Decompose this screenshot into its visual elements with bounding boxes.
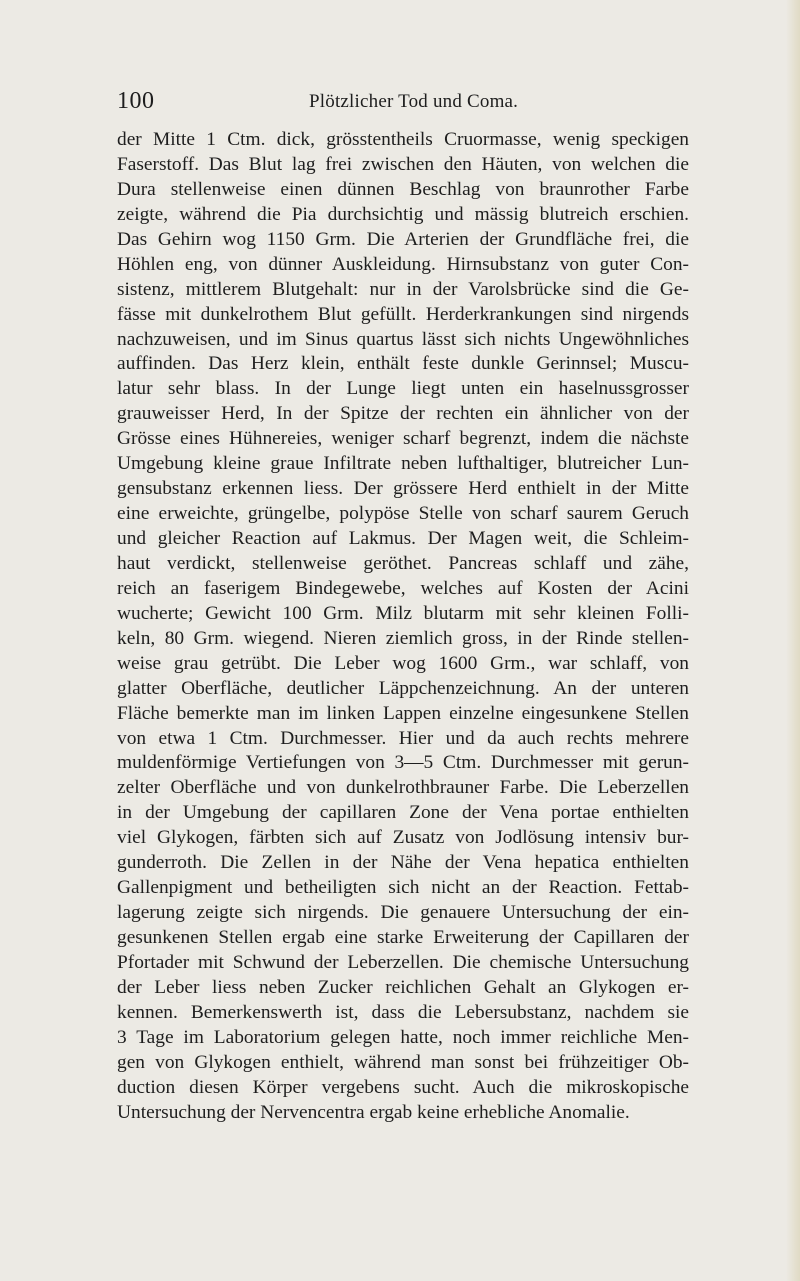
text-line: muldenförmige Vertiefungen von 3—5 Ctm. Durchmesser mit gerun- xyxy=(117,752,689,774)
page-edge-shadow xyxy=(786,0,800,1281)
text-line: Höhlen eng, von dünner Auskleidung. Hirnsubstanz von guter Con- xyxy=(117,253,689,275)
text-line: auffinden. Das Herz klein, enthält feste dunkle Gerinnsel; Muscu- xyxy=(117,353,689,375)
text-line: gen von Glykogen enthielt, während man sonst bei frühzeitiger Ob- xyxy=(117,1051,689,1073)
text-line: viel Glykogen, färbten sich auf Zusatz von Jodlösung intensiv bur- xyxy=(117,827,689,849)
text-line: Das Gehirn wog 1150 Grm. Die Arterien der Grundfläche frei, die xyxy=(117,228,689,250)
text-line: Faserstoff. Das Blut lag frei zwischen den Häuten, von welchen die xyxy=(117,153,689,175)
running-title: Plötzlicher Tod und Coma. xyxy=(309,91,519,112)
text-line: Grösse eines Hühnereies, weniger scharf begrenzt, indem die nächste xyxy=(117,428,689,450)
text-line: wucherte; Gewicht 100 Grm. Milz blutarm mit sehr kleinen Folli- xyxy=(117,602,689,624)
text-line: lagerung zeigte sich nirgends. Die genauere Untersuchung der ein- xyxy=(117,902,689,924)
text-line: fässe mit dunkelrothem Blut gefüllt. Herderkrankungen sind nirgends xyxy=(117,303,689,325)
text-line: kennen. Bemerkenswerth ist, dass die Lebersubstanz, nachdem sie xyxy=(117,1001,689,1023)
text-line: duction diesen Körper vergebens sucht. Auch die mikroskopische xyxy=(117,1076,689,1098)
text-line: Gallenpigment und betheiligten sich nicht an der Reaction. Fettab- xyxy=(117,877,689,899)
page-header xyxy=(117,86,687,116)
text-line: der Mitte 1 Ctm. dick, grösstentheils Cruormasse, wenig speckigen xyxy=(117,129,689,150)
text-line: Umgebung kleine graue Infiltrate neben lufthaltiger, blutreicher Lun- xyxy=(117,453,689,475)
text-line: in der Umgebung der capillaren Zone der Vena portae enthielten xyxy=(117,802,689,824)
text-line: eine erweichte, grüngelbe, polypöse Stelle von scharf saurem Geruch xyxy=(117,503,689,525)
text-line: 3 Tage im Laboratorium gelegen hatte, noch immer reichliche Men- xyxy=(117,1026,689,1048)
text-line: von etwa 1 Ctm. Durchmesser. Hier und da auch rechts mehrere xyxy=(117,727,689,749)
body-text xyxy=(117,128,689,1126)
text-line: Dura stellenweise einen dünnen Beschlag von braunrother Farbe xyxy=(117,178,689,200)
text-line: grauweisser Herd, In der Spitze der rechten ein ähnlicher von der xyxy=(117,403,689,425)
text-line: der Leber liess neben Zucker reichlichen Gehalt an Glykogen er- xyxy=(117,976,689,998)
text-line: und gleicher Reaction auf Lakmus. Der Magen weit, die Schleim- xyxy=(117,528,689,549)
text-line: haut verdickt, stellenweise geröthet. Pancreas schlaff und zähe, xyxy=(117,552,689,574)
text-line: weise grau getrübt. Die Leber wog 1600 Grm., war schlaff, von xyxy=(117,652,689,674)
text-line: gensubstanz erkennen liess. Der grössere Herd enthielt in der Mitte xyxy=(117,478,689,500)
text-line: gunderroth. Die Zellen in der Nähe der Vena hepatica enthielten xyxy=(117,852,689,874)
text-line: sistenz, mittlerem Blutgehalt: nur in der Varolsbrücke sind die Ge- xyxy=(117,278,689,300)
text-line: Pfortader mit Schwund der Leberzellen. Die chemische Untersuchung xyxy=(117,951,689,973)
text-line: keln, 80 Grm. wiegend. Nieren ziemlich gross, in der Rinde stellen- xyxy=(117,627,689,649)
text-line: glatter Oberfläche, deutlicher Läppchenzeichnung. An der unteren xyxy=(117,677,689,699)
page-number: 100 xyxy=(117,88,155,114)
text-line: zeigte, während die Pia durchsichtig und mässig blutreich erschien. xyxy=(117,203,689,225)
text-line: reich an faserigem Bindegewebe, welches auf Kosten der Acini xyxy=(117,577,689,599)
text-line: nachzuweisen, und im Sinus quartus lässt sich nichts Ungewöhnliches xyxy=(117,328,689,350)
text-line-last: Untersuchung der Nervencentra ergab keine erhebliche Anomalie. xyxy=(117,1101,630,1123)
text-line: gesunkenen Stellen ergab eine starke Erweiterung der Capillaren der xyxy=(117,927,689,948)
text-line: latur sehr blass. In der Lunge liegt unten ein haselnussgrosser xyxy=(117,378,689,400)
text-line: zelter Oberfläche und von dunkelrothbrauner Farbe. Die Leberzellen xyxy=(117,777,689,799)
text-line: Fläche bemerkte man im linken Lappen einzelne eingesunkene Stellen xyxy=(117,702,689,724)
